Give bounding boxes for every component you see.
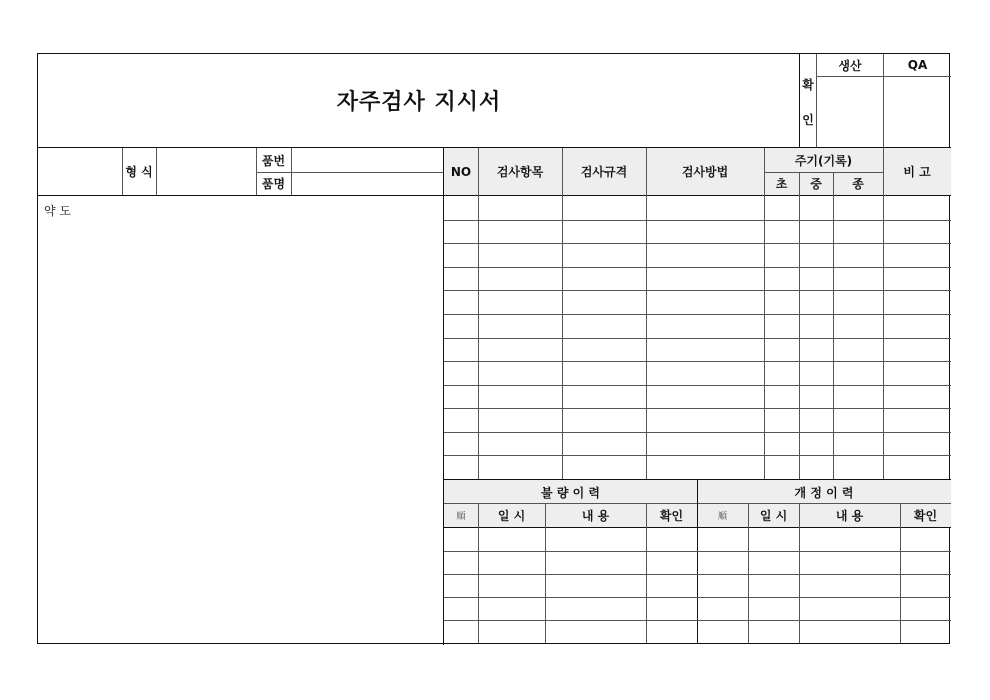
table-row[interactable] <box>444 290 951 314</box>
header-no: NO <box>450 164 472 179</box>
header-cycle-mid: 중 <box>810 177 822 191</box>
sketch-label: 약 도 <box>44 204 71 218</box>
table-row[interactable] <box>444 314 951 338</box>
table-row[interactable] <box>444 385 951 409</box>
divider <box>444 243 951 244</box>
approval-production-sign-box[interactable] <box>817 77 883 147</box>
table-row[interactable] <box>444 243 951 267</box>
table-row[interactable] <box>444 432 951 456</box>
divider <box>444 432 951 433</box>
defect-header-content: 내 용 <box>581 509 610 523</box>
header-method: 검사방법 <box>681 165 729 179</box>
divider <box>799 54 800 148</box>
defect-header-order: 順 <box>456 512 466 522</box>
list-item[interactable] <box>444 551 697 574</box>
divider <box>444 385 951 386</box>
divider <box>444 455 951 456</box>
list-item[interactable] <box>444 528 697 551</box>
revision-header-confirm: 확인 <box>913 509 938 523</box>
defect-history-title: 불 량 이 력 <box>541 485 600 500</box>
divider <box>444 620 951 621</box>
header-remarks: 비 고 <box>903 165 931 179</box>
list-item[interactable] <box>444 620 697 643</box>
divider <box>444 361 951 362</box>
divider <box>444 574 951 575</box>
list-item[interactable] <box>698 528 951 551</box>
part-name-label: 품명 <box>261 177 286 191</box>
part-no-field[interactable] <box>292 148 443 172</box>
header-item: 검사항목 <box>496 165 544 179</box>
approval-label-top: 확 <box>802 77 814 92</box>
sketch-area[interactable] <box>38 196 443 643</box>
approval-qa-header: QA <box>907 58 928 72</box>
list-item[interactable] <box>444 574 697 597</box>
header-spec: 검사규격 <box>580 165 628 179</box>
divider <box>444 597 951 598</box>
divider <box>764 172 883 173</box>
list-item[interactable] <box>698 620 951 643</box>
table-row[interactable] <box>444 408 951 432</box>
defect-header-date: 일 시 <box>497 509 526 523</box>
header-cycle-end: 종 <box>852 177 864 191</box>
list-item[interactable] <box>698 574 951 597</box>
header-cycle: 주기(기록) <box>794 153 853 168</box>
divider <box>444 290 951 291</box>
list-item[interactable] <box>698 551 951 574</box>
list-item[interactable] <box>444 597 697 620</box>
revision-header-content: 내 용 <box>835 509 864 523</box>
type-value-field[interactable] <box>157 148 256 195</box>
part-name-field[interactable] <box>292 173 443 195</box>
list-item[interactable] <box>698 597 951 620</box>
divider <box>444 551 951 552</box>
approval-label-bottom: 인 <box>802 112 814 127</box>
divider <box>444 408 951 409</box>
revision-header-date: 일 시 <box>759 509 788 523</box>
revision-header-order: 順 <box>717 512 727 522</box>
revision-history-title: 개 정 이 력 <box>794 485 854 500</box>
divider <box>444 314 951 315</box>
table-row[interactable] <box>444 361 951 385</box>
header-cycle-start: 초 <box>775 177 788 191</box>
table-row[interactable] <box>444 220 951 244</box>
divider <box>444 338 951 339</box>
type-label: 형 식 <box>125 165 153 179</box>
approval-production-header: 생산 <box>838 58 862 73</box>
approval-qa-sign-box[interactable] <box>884 77 951 147</box>
table-row[interactable] <box>444 267 951 291</box>
defect-header-confirm: 확인 <box>659 509 684 523</box>
divider <box>444 220 951 221</box>
table-row[interactable] <box>444 196 951 220</box>
table-row[interactable] <box>444 338 951 362</box>
page-title: 자주검사 지시서 <box>336 90 502 115</box>
part-no-label: 품번 <box>261 153 286 168</box>
inspection-form <box>37 53 950 644</box>
table-row[interactable] <box>444 455 951 479</box>
divider <box>444 267 951 268</box>
